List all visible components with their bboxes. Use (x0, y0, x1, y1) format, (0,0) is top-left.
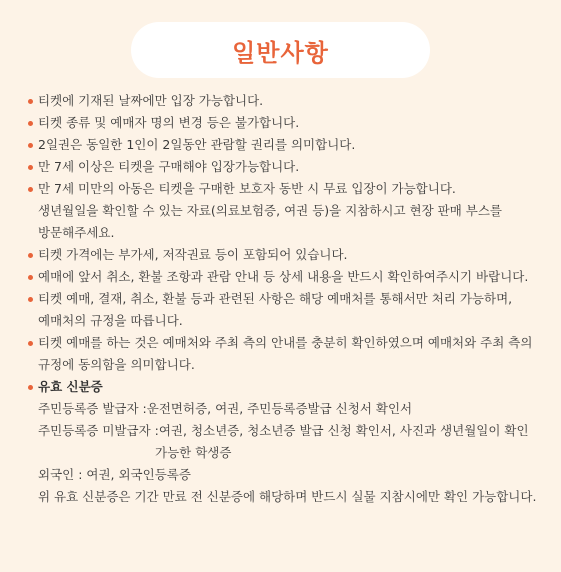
bullet-dot-icon (28, 341, 33, 346)
bullet-dot-icon (28, 253, 33, 258)
notice-line: 티켓에 기재된 날짜에만 입장 가능합니다. (38, 93, 264, 108)
id-not-issued-value-cont: 가능한 학생증 (155, 445, 232, 460)
id-not-issued-label: 주민등록증 미발급자 : (38, 423, 159, 438)
id-note: 위 유효 신분증은 기간 만료 전 신분증에 해당하며 반드시 실물 지참시에만 확인 가능합니다. (38, 489, 537, 504)
notice-item-1 (28, 90, 538, 112)
id-issued-value: 운전면허증, 여권, 주민등록증발급 신청서 확인서 (146, 401, 413, 416)
notice-line: 티켓 종류 및 예매자 명의 변경 등은 불가합니다. (38, 115, 300, 130)
bullet-dot-icon (28, 187, 33, 192)
valid-id-block (28, 398, 538, 508)
notice-line: 만 7세 이상은 티켓을 구매해야 입장가능합니다. (38, 159, 300, 174)
valid-id-heading (28, 376, 538, 398)
id-issued-label: 주민등록증 발급자 : (38, 401, 147, 416)
notice-item-7 (28, 266, 538, 288)
valid-id-heading-text: 유효 신분증 (38, 379, 103, 394)
page-title: 일반사항 (232, 38, 329, 67)
bullet-dot-icon (28, 99, 33, 104)
bullet-dot-icon (28, 385, 33, 390)
bullet-dot-icon (28, 275, 33, 280)
notice-item-3 (28, 134, 538, 156)
bullet-dot-icon (28, 121, 33, 126)
notice-line: 티켓 예매, 결재, 취소, 환불 등과 관련된 사항은 해당 예매처를 통해서만 처리 가능하며, (38, 291, 513, 306)
notice-list (28, 90, 538, 508)
id-row-issued (38, 398, 538, 420)
notice-line: 예매에 앞서 취소, 환불 조항과 관람 안내 등 상세 내용을 반드시 확인하여주시기 바랍니다. (38, 269, 529, 284)
bullet-dot-icon (28, 165, 33, 170)
notice-item-6 (28, 244, 538, 266)
notice-item-9 (28, 332, 538, 376)
notice-item-2 (28, 112, 538, 134)
notice-line: 티켓 가격에는 부가세, 저작권료 등이 포함되어 있습니다. (38, 247, 348, 262)
id-row-not-issued (38, 420, 538, 442)
notice-line: 티켓 예매를 하는 것은 예매처와 주최 측의 안내를 충분히 확인하였으며 예매처와 주최 측의 (38, 335, 533, 350)
notice-item-4 (28, 156, 538, 178)
notice-item-5 (28, 178, 538, 244)
notice-line: 만 7세 미만의 아동은 티켓을 구매한 보호자 동반 시 무료 입장이 가능합니다. (38, 181, 456, 196)
notice-line: 규정에 동의함을 의미합니다. (38, 357, 195, 372)
notice-line: 생년월일을 확인할 수 있는 자료(의료보험증, 여권 등)을 지참하시고 현장 판매 부스를 (38, 203, 503, 218)
bullet-dot-icon (28, 143, 33, 148)
notice-item-8 (28, 288, 538, 332)
title-pill (131, 22, 430, 78)
bullet-dot-icon (28, 297, 33, 302)
notice-line: 2일권은 동일한 1인이 2일동안 관람할 권리를 의미합니다. (38, 137, 356, 152)
id-not-issued-value: 여권, 청소년증, 청소년증 발급 신청 확인서, 사진과 생년월일이 확인 (158, 423, 529, 438)
notice-line: 방문해주세요. (38, 225, 115, 240)
id-foreigner: 외국인 : 여권, 외국인등록증 (38, 467, 191, 482)
notice-line: 예매처의 규정을 따릅니다. (38, 313, 183, 328)
